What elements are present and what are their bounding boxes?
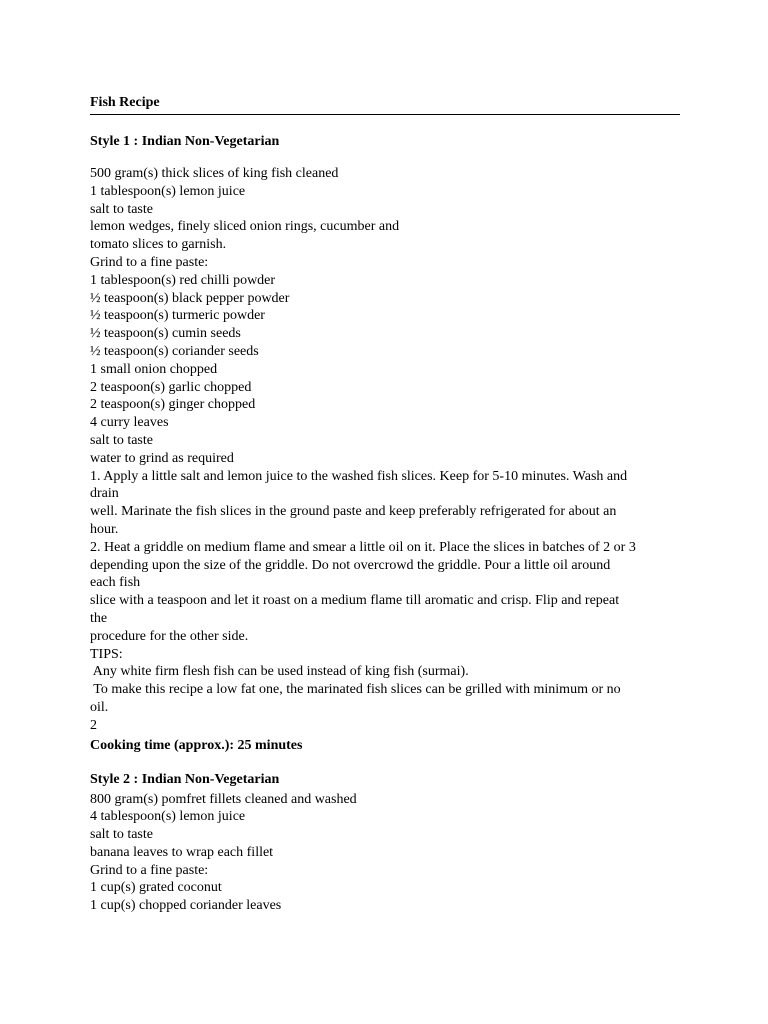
text-line: 500 gram(s) thick slices of king fish cleaned: [90, 166, 339, 181]
text-line: Any white firm flesh fish can be used instead of king fish (surmai).: [90, 664, 469, 680]
text-line: 1 tablespoon(s) lemon juice: [90, 183, 246, 199]
text-line: slice with a teaspoon and let it roast on a medium flame till aromatic and crisp. Flip and repeat: [90, 593, 620, 609]
section-heading: Style 1 : Indian Non-Vegetarian: [90, 134, 280, 149]
text-line: hour.: [90, 521, 119, 537]
text-line: ½ teaspoon(s) black pepper powder: [90, 290, 290, 306]
text-line: the: [90, 610, 108, 626]
text-line: well. Marinate the fish slices in the ground paste and keep preferably refrigerated for about an: [90, 504, 617, 520]
text-line: depending upon the size of the griddle. Do not overcrowd the griddle. Pour a little oil around: [90, 557, 611, 573]
text-line: 1 tablespoon(s) red chilli powder: [90, 272, 276, 288]
text-line: 1 small onion chopped: [90, 361, 218, 377]
section-body: [90, 165, 680, 735]
text-line: procedure for the other side.: [90, 628, 249, 644]
text-line: tomato slices to garnish.: [90, 237, 227, 253]
text-line: water to grind as required: [90, 450, 234, 466]
text-line: TIPS:: [90, 646, 123, 662]
text-line: 1 cup(s) chopped coriander leaves: [90, 898, 282, 914]
recipe-section-style-1: [90, 133, 680, 755]
text-line: 4 tablespoon(s) lemon juice: [90, 809, 246, 825]
text-line: To make this recipe a low fat one, the marinated fish slices can be grilled with minimum or no: [90, 682, 621, 698]
text-line: salt to taste: [90, 432, 153, 448]
document-content: [90, 94, 680, 915]
section-body: [90, 791, 680, 916]
text-line: 800 gram(s) pomfret fillets cleaned and washed: [90, 791, 357, 807]
text-line: 2 teaspoon(s) garlic chopped: [90, 379, 252, 395]
text-line: ½ teaspoon(s) coriander seeds: [90, 343, 259, 359]
text-line: banana leaves to wrap each fillet: [90, 844, 274, 860]
text-line: 2: [90, 717, 97, 733]
text-line: Grind to a fine paste:: [90, 862, 209, 878]
text-line: 2. Heat a griddle on medium flame and smear a little oil on it. Place the slices in batches of 2 or 3: [90, 539, 636, 555]
text-line: 2 teaspoon(s) ginger chopped: [90, 397, 256, 413]
text-line: 1 cup(s) grated coconut: [90, 880, 222, 896]
text-line: 1. Apply a little salt and lemon juice to the washed fish slices. Keep for 5-10 minutes. Wash and: [90, 468, 628, 484]
recipe-section-style-2: [90, 771, 680, 916]
text-line: 4 curry leaves: [90, 415, 169, 431]
section-heading: Style 2 : Indian Non-Vegetarian: [90, 771, 280, 787]
cooking-time: Cooking time (approx.): 25 minutes: [90, 737, 303, 753]
text-line: salt to taste: [90, 201, 153, 217]
text-line: drain: [90, 486, 119, 502]
text-line: ½ teaspoon(s) turmeric powder: [90, 308, 265, 324]
text-line: each fish: [90, 575, 141, 591]
text-line: ½ teaspoon(s) cumin seeds: [90, 326, 241, 342]
text-line: salt to taste: [90, 827, 153, 843]
text-line: lemon wedges, finely sliced onion rings, cucumber and: [90, 219, 400, 235]
text-line: Grind to a fine paste:: [90, 254, 209, 270]
document-title: Fish Recipe: [90, 94, 680, 115]
text-line: oil.: [90, 699, 109, 715]
